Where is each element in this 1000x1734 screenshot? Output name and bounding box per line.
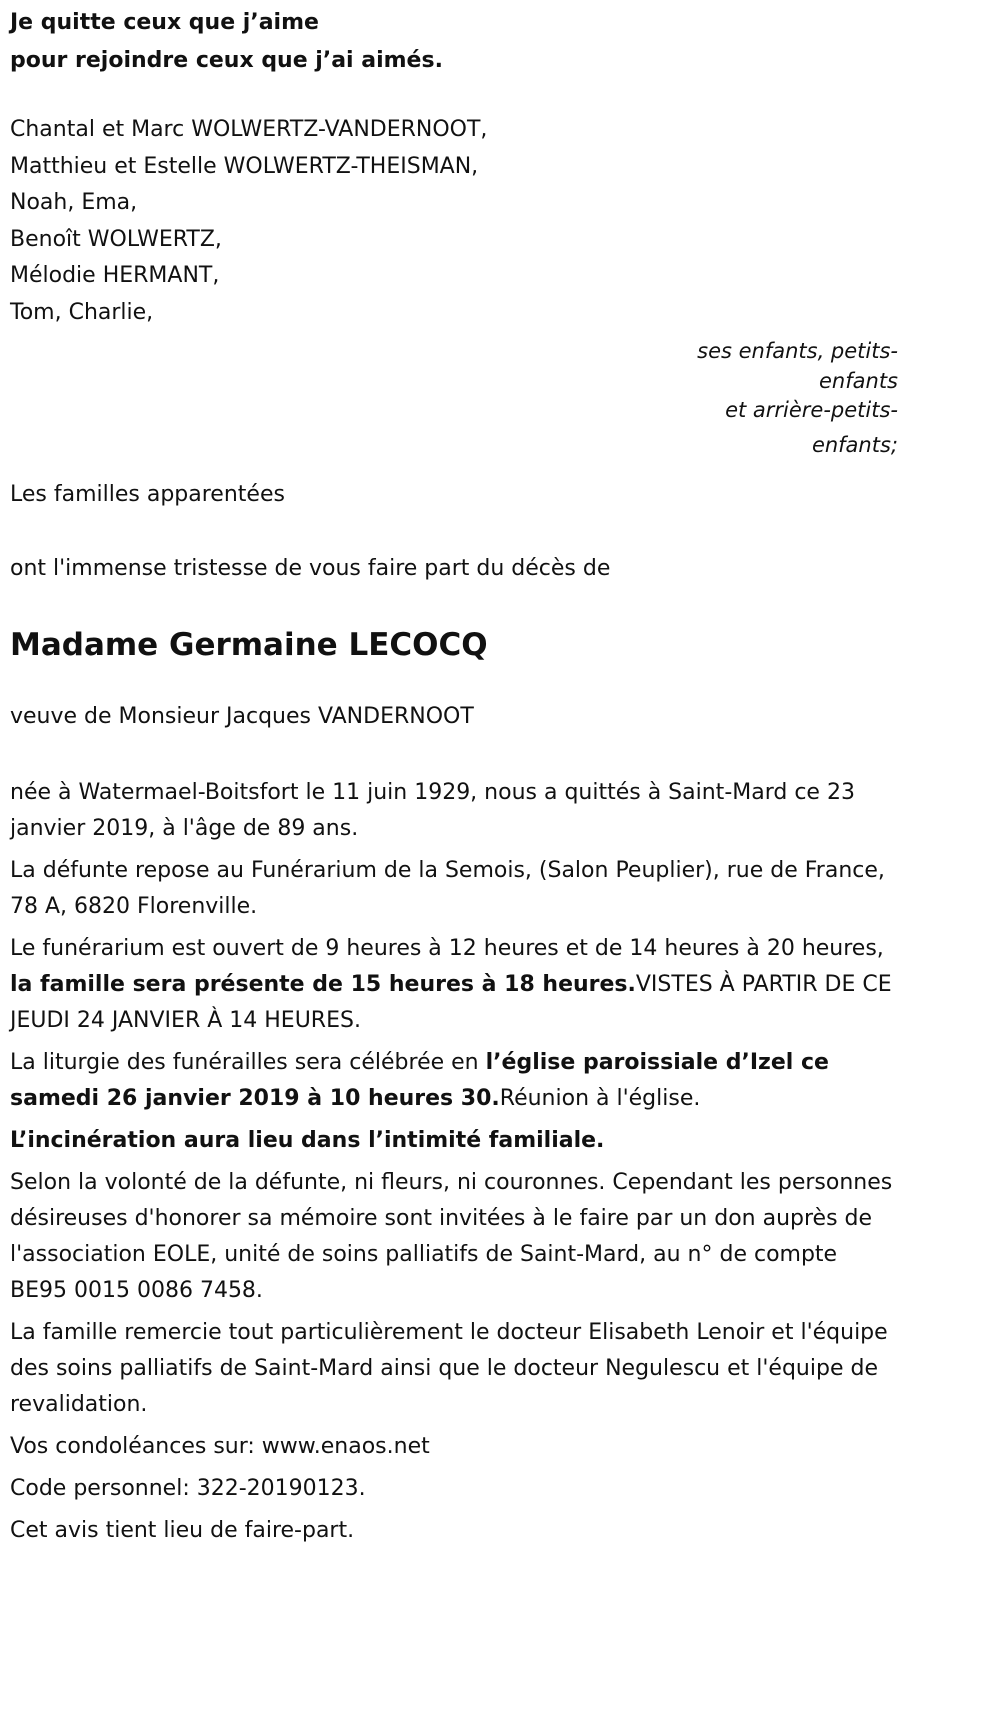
closing-line: Cet avis tient lieu de faire-part.	[10, 1518, 355, 1543]
family-member: Benoît WOLWERTZ,	[10, 226, 222, 252]
condolences-line: Vos condoléances sur: www.enaos.net	[10, 1434, 430, 1459]
liturgy-text: La liturgie des funérailles sera célébrée en	[10, 1050, 486, 1075]
poem-line-1: Je quitte ceux que j’aime	[10, 10, 319, 35]
relation-line: enfants	[819, 369, 898, 393]
family-member: Mélodie HERMANT,	[10, 263, 220, 288]
donation-paragraph: Selon la volonté de la défunte, ni fleurs, ni couronnes. Cependant les personnes désireuses d'honorer sa mémoire sont invitées à le faire par un don auprès de l'association EOLE, unité de soins palliatifs de Saint-Mard, au n° de compte BE95 0015 0086 7458.	[10, 1170, 893, 1303]
visits-text: VISTES À PARTIR DE CE JEUDI 24 JANVIER À 14 HEURES.	[10, 972, 892, 1033]
family-member: Noah, Ema,	[10, 190, 138, 215]
obituary-notice	[0, 4, 898, 1549]
visiting-hours-paragraph	[10, 931, 898, 1039]
related-families: Les familles apparentées	[10, 482, 285, 507]
personal-code-line: Code personnel: 322-20190123.	[10, 1476, 366, 1501]
family-relation	[10, 335, 898, 463]
meeting-text: Réunion à l'église.	[499, 1086, 701, 1111]
liturgy-paragraph	[10, 1045, 898, 1117]
poem-line-2: pour rejoindre ceux que j’ai aimés.	[10, 48, 443, 73]
relation-line: enfants;	[811, 433, 898, 457]
thanks-paragraph: La famille remercie tout particulièrement le docteur Elisabeth Lenoir et l'équipe des soins palliatifs de Saint-Mard ainsi que le docteur Negulescu et l'équipe de revalidation.	[10, 1320, 888, 1417]
church-datetime-text: l’église paroissiale d’Izel ce samedi 26 janvier 2019 à 10 heures 30.	[10, 1050, 829, 1111]
family-member: Matthieu et Estelle WOLWERTZ-THEISMAN,	[10, 153, 479, 179]
family-member: Tom, Charlie,	[10, 299, 154, 325]
widow-of: veuve de Monsieur Jacques VANDERNOOT	[10, 704, 474, 729]
family-member: Chantal et Marc WOLWERTZ-VANDERNOOT,	[10, 117, 488, 142]
relation-line: ses enfants, petits-	[697, 339, 898, 363]
poem	[10, 4, 898, 80]
incineration-text: L’incinération aura lieu dans l’intimité familiale.	[10, 1128, 605, 1153]
deceased-name: Madame Germaine LECOCQ	[10, 627, 488, 663]
announcement-intro: ont l'immense tristesse de vous faire part du décès de	[10, 556, 611, 581]
relation-line: et arrière-petits-	[725, 398, 898, 422]
hours-text: Le funérarium est ouvert de 9 heures à 12 heures et de 14 heures à 20 heures,	[10, 936, 884, 961]
family-presence-text: la famille sera présente de 15 heures à 18 heures.	[10, 972, 636, 997]
birth-death-paragraph: née à Watermael-Boitsfort le 11 juin 1929, nous a quittés à Saint-Mard ce 23 janvier 2019, à l'âge de 89 ans.	[10, 780, 855, 841]
repose-paragraph: La défunte repose au Funérarium de la Semois, (Salon Peuplier), rue de France, 78 A, 6820 Florenville.	[10, 858, 885, 919]
incineration-paragraph	[10, 1123, 898, 1159]
family-list	[10, 112, 898, 331]
